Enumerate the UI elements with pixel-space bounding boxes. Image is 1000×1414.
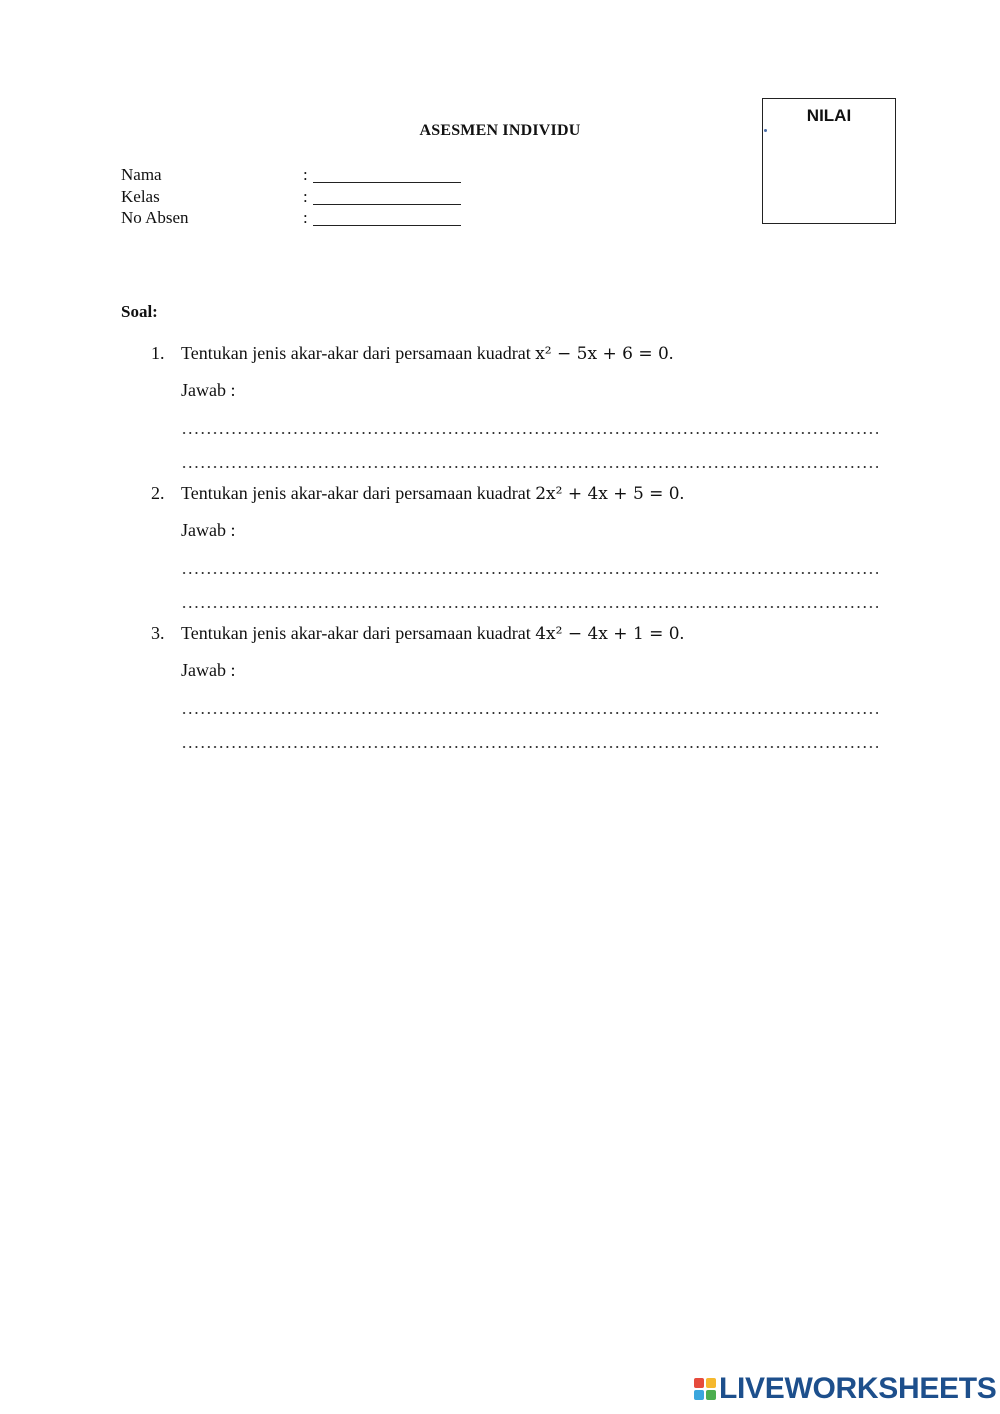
question-text: [181, 623, 891, 644]
liveworksheets-logo-icon: [694, 1378, 716, 1400]
question-text: [181, 343, 891, 364]
answer-label: Jawab :: [181, 520, 236, 540]
logo-square-red: [694, 1378, 704, 1388]
identity-fields: [121, 164, 461, 229]
question-1: [151, 343, 891, 483]
identity-row-no-absen: [121, 207, 461, 229]
nama-blank[interactable]: [313, 167, 461, 183]
logo-square-yellow: [706, 1378, 716, 1388]
question-3: [151, 623, 891, 763]
question-number: 1.: [151, 343, 165, 363]
question-equation: 4x² − 4x + 1 = 0: [535, 624, 680, 644]
answer-line[interactable]: [181, 606, 878, 608]
question-prompt: Tentukan jenis akar-akar dari persamaan kuadrat: [181, 623, 536, 643]
logo-square-blue: [694, 1390, 704, 1400]
question-prompt: Tentukan jenis akar-akar dari persamaan kuadrat: [181, 343, 536, 363]
kelas-colon: :: [303, 186, 308, 206]
logo-square-green: [706, 1390, 716, 1400]
answer-line[interactable]: [181, 466, 878, 468]
kelas-label: Kelas: [121, 186, 160, 206]
score-box-dot: [764, 129, 767, 132]
identity-row-kelas: [121, 186, 461, 208]
section-label: Soal:: [121, 302, 158, 321]
score-box: [762, 98, 896, 224]
question-number: 3.: [151, 623, 165, 643]
identity-row-nama: [121, 164, 461, 186]
brand-text: LIVEWORKSHEETS: [719, 1372, 997, 1405]
question-2: [151, 483, 891, 623]
answer-line[interactable]: [181, 746, 878, 748]
no-absen-label: No Absen: [121, 208, 189, 227]
nama-colon: :: [303, 165, 308, 184]
question-equation: 2x² + 4x + 5 = 0: [535, 484, 680, 504]
page-title: ASESMEN INDIVIDU: [419, 122, 581, 139]
question-period: .: [679, 623, 685, 643]
score-label: NILAI: [806, 106, 852, 125]
answer-line[interactable]: [181, 712, 878, 714]
nama-label: Nama: [121, 165, 162, 184]
answer-label: Jawab :: [181, 660, 236, 680]
question-number: 2.: [151, 483, 165, 503]
question-list: [151, 343, 891, 763]
liveworksheets-brand: [694, 1374, 997, 1404]
question-period: .: [679, 483, 685, 503]
question-equation: x² − 5x + 6 = 0: [535, 344, 669, 364]
question-text: [181, 483, 891, 504]
kelas-blank[interactable]: [313, 189, 461, 205]
question-prompt: Tentukan jenis akar-akar dari persamaan kuadrat: [181, 483, 536, 503]
answer-label: Jawab :: [181, 380, 236, 400]
answer-line[interactable]: [181, 432, 878, 434]
answer-line[interactable]: [181, 572, 878, 574]
question-period: .: [668, 343, 674, 363]
no-absen-blank[interactable]: [313, 210, 461, 226]
no-absen-colon: :: [303, 208, 308, 227]
